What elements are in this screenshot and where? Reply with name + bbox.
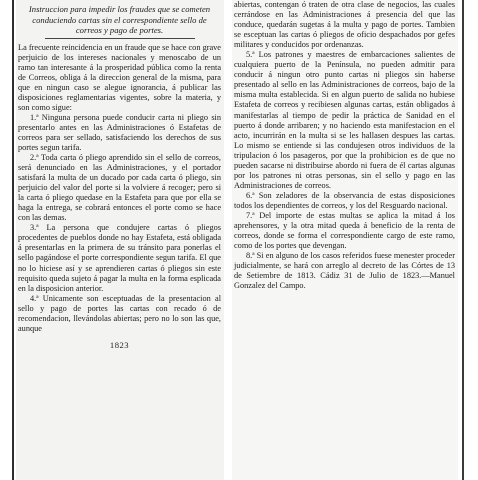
year-footer: 1823 xyxy=(109,339,130,350)
rule-3-paragraph: 3.ª La persona que condujere cartas ó pliegos procedentes de pueblos donde no hay Estafeta, está obligada á presentarlas en la primera de su tránsito para ponerlas el sello pagándose el porte correspondiente segun tarifa. El que no lo hiciese así y se aprendieren cartas ó pliegos sin este requisito queda sujeto á pagar la multa en la forma esplicada en la disposicion anterior. xyxy=(18,223,221,293)
right-page-border xyxy=(462,0,464,480)
column-gutter xyxy=(224,0,232,480)
rule-4-continued-paragraph: abiertas, contengan ó traten de otra clase de negocios, las cuales cerrándose en las Administraciones á presencia del que las conduce, quedarán sugetas á la multa y pago de portes. Tambien se esceptuan las cartas ó pliegos de oficio despachados por gefes militares y conducidos por ordenanzas. xyxy=(234,0,455,50)
right-column xyxy=(232,0,458,480)
rule-1-paragraph: 1.ª Ninguna persona puede conducir carta ni pliego sin presentarlo antes en las Administraciones ó Estafetas de correos para ser sellado, satisfaciendo los derechos de sus portes segun tarifa. xyxy=(18,112,221,152)
rule-6-paragraph: 6.ª Son zeladores de la observancia de estas disposiciones todos los dependientes de correos, y los del Resguardo nacional. xyxy=(234,190,455,210)
rule-5-paragraph: 5.ª Los patrones y maestres de embarcaciones salientes de cualquiera puerto de la Península, no pueden admitir para conducir á ningun otro punto cartas ni pliegos sin haberse presentado al sello en las Administraciones de correos, bajo de la misma multa establecida. Si en algun puerto de salida no hubiese Estafeta de correos y recibiesen algunas cartas, están obligados á manifestarlas al tiempo de pedir la práctica de Sanidad en el puerto á donde arribaren; y no haciendo esta manifestacion en el acto, incurrirán en la multa si se les hallasen despues las cartas. Lo mismo se entiende si las condujesen otros individuos de la tripulacion ó los pasageros, por que la prohibicion es de que no pueden sacarse ni distribuirse abordo ni fuera de él cartas algunas por los patrones ni otras personas, sin el sello y pago en las Administraciones de correos. xyxy=(234,50,455,190)
rule-7-paragraph: 7.ª Del importe de estas multas se aplica la mitad á los aprehensores, y la otra mitad queda á beneficio de la renta de correos, donde se forma el correspondiente cargo de este ramo, como de los portes que devengan. xyxy=(234,210,455,251)
intro-paragraph: La frecuente reincidencia en un fraude que se hace con grave perjuicio de los intereses nacionales y menoscabo de un ramo tan interesante á la prosperidad pública como la renta de Correos, obliga á la direccion general de la misma, para que en ningun caso se alegue ignorancia, á publicar las disposiciones reglamentarias vigentes, sobre la materia, y son como sigue: xyxy=(18,42,221,112)
left-page-border xyxy=(12,0,14,480)
title-rule xyxy=(45,38,195,39)
document-title: Instruccion para impedir los fraudes que se cometen conduciendo cartas sin el correspondiente sello de correos y pago de portes. xyxy=(28,4,211,35)
left-column xyxy=(16,0,224,480)
rule-2-paragraph: 2.ª Toda carta ó pliego aprendido sin el sello de correos, será denunciado en las Administraciones, y el portador satisfará la multa de un ducado por cada carta ó pliego, sin perjuicio del valor del porte si la volviere á recoger; pero si la carta ó pliego quedase en la Estafeta para que por ella se haga la entrega, se cobrará entonces el porte como se hace con las demas. xyxy=(18,153,221,223)
rule-4-paragraph: 4.ª Unicamente son esceptuadas de la presentacion al sello y pago de portes las cartas con recado ó de recomendacion, llevándolas abiertas; pero no lo son las que, aunque xyxy=(18,293,221,333)
rule-8-paragraph: 8.ª Si en alguno de los casos referidos fuese menester proceder judicialmente, se hará con arreglo al decreto de las Córtes de 13 de Setiembre de 1813. Cádiz 31 de Julio de 1823.—Manuel Gonzalez del Campo. xyxy=(234,251,455,291)
